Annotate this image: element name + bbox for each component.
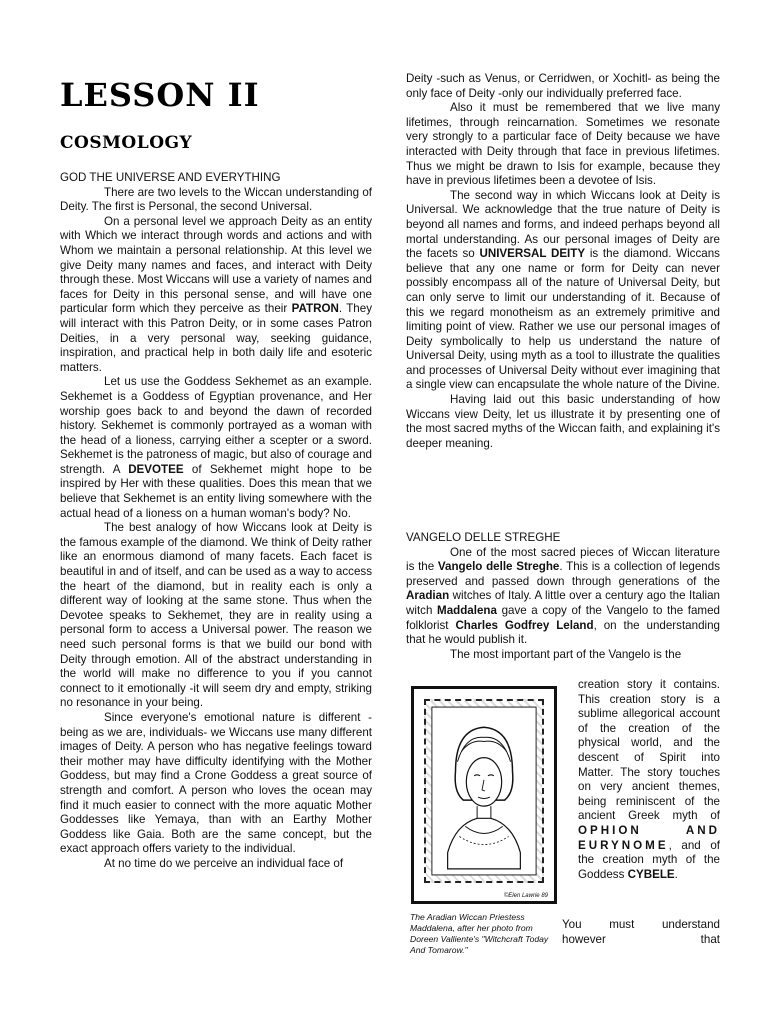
paragraph bbox=[60, 375, 372, 521]
section-subtitle: COSMOLOGY bbox=[60, 133, 193, 153]
paragraph: The best analogy of how Wiccans look at Deity is the famous example of the diamond. We think of Deity rather like an enormous diamond of many facets. Each facet is beautiful in and of itself, and can be used as a way to access the heart of the diamond, but in reality each is only a different way of looking at the same stone. Thus when the Devotee speaks to Sekhemet, they are in reality using a personal form to access a Universal power. The reason we need such personal forms is that we build our bond with Deity through emotion. All of the abstract understanding in the world will make no difference to you if you cannot connect to it emotionally -it will seem dry and empty, striking no resonance in your being. bbox=[60, 521, 372, 710]
bold-term-patron: PATRON bbox=[291, 302, 339, 316]
bold-term-aradian: Aradian bbox=[406, 589, 450, 603]
bold-term-leland: Charles Godfrey Leland bbox=[455, 618, 594, 632]
artist-signature: ©Elen Lawrie 89 bbox=[503, 893, 548, 899]
paragraph-text: The second way in which Wiccans look at Deity is Universal. We acknowledge that the true nature of Deity is beyond all names and forms, and indeed perhaps beyond all mortal understanding. As our personal images of Deity are the facets so bbox=[406, 188, 720, 261]
bold-term-vangelo: Vangelo delle Streghe bbox=[437, 560, 560, 574]
paragraph-text: is the diamond. Wiccans believe that any one name or form for Deity can never possibly encompass all of the nature of Universal Deity, but can only serve to limit our understanding of it. Because of this we regard monotheism as an extremely primitive and limiting point of view. Rather we use our personal images of Deity symbolically to help us understand the nature of Universal Deity, using myth as a tool to illustrate the qualities and processes of Universal Deity without ever imagining that a single view can encapsulate the whole nature of the Divine. bbox=[406, 247, 720, 392]
paragraph-text: , and of the creation myth of the Goddess bbox=[578, 838, 720, 881]
paragraph-text: On a personal level we approach Deity as an entity with Which we interact through words and actions and with Whom we maintain a personal relationship. At this level we give Deity many names and faces, and interact with Deity through these. Most Wiccans will use a variety of names and faces for Deity in this personal sense, and will have one particular form which they perceive as their bbox=[60, 214, 372, 316]
paragraph-text: gave a copy of the Vangelo to the famed folklorist bbox=[406, 603, 720, 632]
paragraph bbox=[60, 215, 372, 376]
paragraph-text: of Sekhemet might hope to be inspired by Her with these qualities. Does this mean that we believe that Sekhemet is an entity living somewhere with the actual head of a lioness on a human woman's body? No. bbox=[60, 462, 372, 520]
right-column-vangelo bbox=[406, 531, 720, 662]
left-column bbox=[60, 171, 372, 872]
paragraph-text: witches of Italy. A little over a century ago the Italian witch bbox=[406, 589, 720, 617]
bold-term-maddalena: Maddalena bbox=[437, 603, 497, 617]
woman-portrait-icon bbox=[426, 701, 542, 881]
paragraph: Also it must be remembered that we live many lifetimes, through reincarnation. Sometimes we resonate very strongly to a particular face of Deity because we have interacted with Deity through that face in previous lifetimes. Thus we might be drawn to Isis for example, because they have in previous lifetimes been a devotee of Isis. bbox=[406, 101, 720, 188]
paragraph bbox=[406, 546, 720, 648]
paragraph-text: . They will interact with this Patron Deity, or in some cases Patron Deities, in a very personal way, seeking guidance, inspiration, and practical help in both daily life and esoteric matters. bbox=[60, 302, 372, 374]
section-heading: VANGELO DELLE STREGHE bbox=[406, 531, 561, 544]
paragraph-text: One of the most sacred pieces of Wiccan literature is the bbox=[406, 545, 720, 574]
paragraph bbox=[406, 189, 720, 393]
lesson-title: LESSON II bbox=[60, 76, 260, 114]
image-caption: The Aradian Wiccan Priestess Maddalena, after her photo from Doreen Valliente's "Witchcraft Today And Tomarow." bbox=[410, 912, 549, 955]
continuation-line bbox=[562, 918, 720, 947]
bold-term-universal-deity: UNIVERSAL DEITY bbox=[479, 247, 586, 261]
paragraph: There are two levels to the Wiccan understanding of Deity. The first is Personal, the second Universal. bbox=[60, 185, 372, 214]
bold-term-cybele: CYBELE bbox=[627, 867, 675, 881]
paragraph: Since everyone's emotional nature is different -being as we are, individuals- we Wiccans use many different images of Deity. A person who has negative feelings toward their mother may have difficulty identifying with the Mother Goddess, but may find a Crone Goddess a great source of strength and comfort. A person who loves the ocean may find it much easier to connect with the more aquatic Mother Goddesses like Yemaya, than with an Earthy Mother Goddess like Gaia. Both are the same concept, but the exact approach offers variety to the individual. bbox=[60, 710, 372, 856]
paragraph-text: You must understand however that bbox=[562, 918, 720, 946]
wrapped-paragraph bbox=[578, 678, 720, 882]
bold-term-ophion: OPHION AND EURYNOME bbox=[578, 823, 720, 852]
paragraph-text: , on the understanding that he would publish it. bbox=[406, 618, 720, 647]
paragraph: At no time do we perceive an individual face of bbox=[104, 856, 344, 870]
portrait-border bbox=[424, 699, 544, 883]
paragraph-text: Let us use the Goddess Sekhemet as an example. Sekhemet is a Goddess of Egyptian provenance, and Her worship goes back to and beyond the dawn of recorded history. Sekhemet is commonly portrayed as a woman with the head of a lioness, carrying either a scepter or a sword. Sekhemet is the patroness of magic, but also of courage and strength. A bbox=[60, 375, 372, 476]
paragraph: The most important part of the Vangelo is the bbox=[450, 647, 682, 661]
right-column-top bbox=[406, 72, 720, 451]
paragraph-text: . bbox=[674, 867, 678, 881]
section-heading: GOD THE UNIVERSE AND EVERYTHING bbox=[60, 171, 281, 184]
portrait-illustration bbox=[411, 686, 557, 904]
paragraph-text: . This is a collection of legends preserved and passed down through generations of the bbox=[406, 560, 720, 588]
paragraph-text: creation story it contains. This creation story is a sublime allegorical account of the creation of the physical world, and the descent of Spirit into Matter. The story touches on very ancient themes, being reminiscent of the ancient Greek myth of bbox=[578, 678, 720, 823]
paragraph: Having laid out this basic understanding of how Wiccans view Deity, let us illustrate it by presenting one of the most sacred myths of the Wiccan faith, and explaining it's deeper meaning. bbox=[406, 393, 720, 450]
paragraph: Deity -such as Venus, or Cerridwen, or Xochitl- as being the only face of Deity -only our individually preferred face. bbox=[406, 72, 720, 100]
bold-term-devotee: DEVOTEE bbox=[128, 462, 184, 476]
